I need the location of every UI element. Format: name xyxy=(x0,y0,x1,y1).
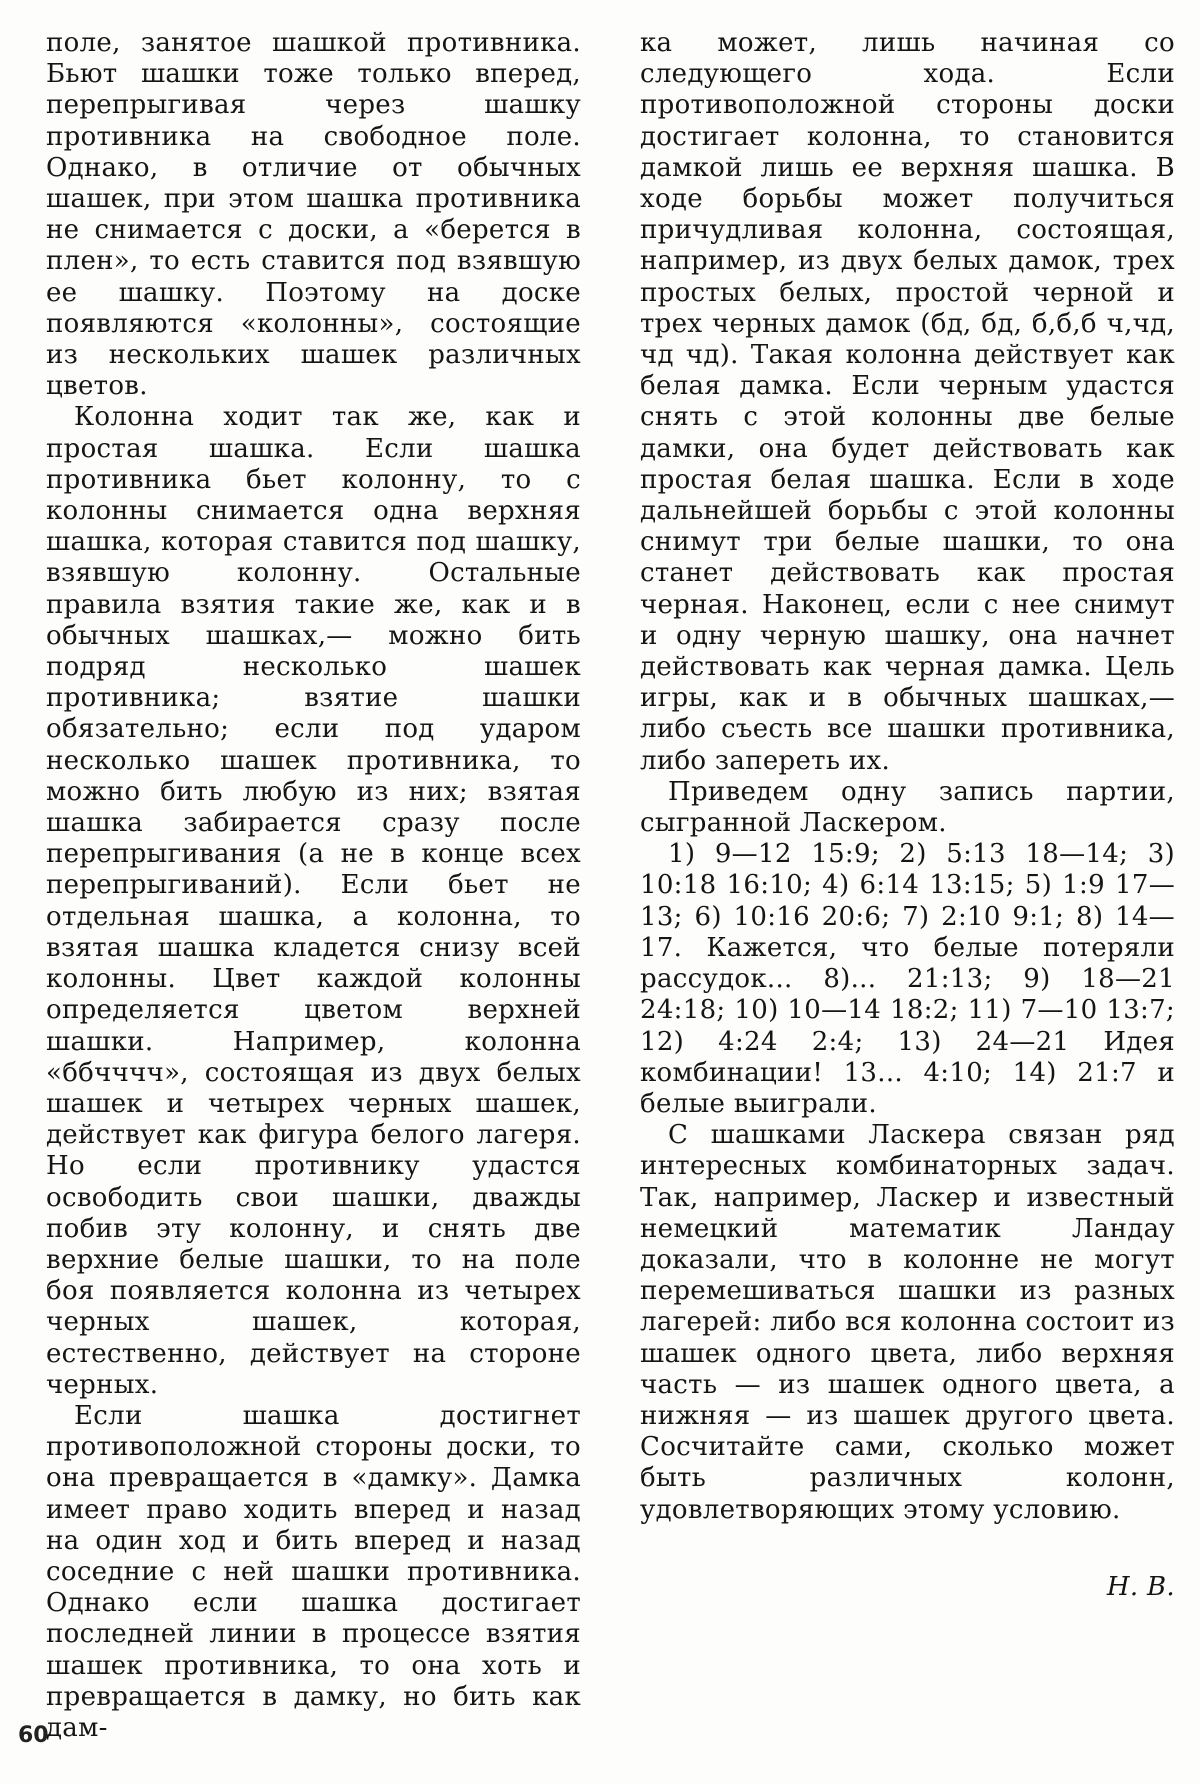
paragraph: Приведем одну запись партии, сыгранной Ласкером. xyxy=(640,776,1175,839)
game-record: 1) 9—12 15:9; 2) 5:13 18—14; 3) 10:18 16:10; 4) 6:14 13:15; 5) 1:9 17—13; 6) 10:16 20:6; 7) 2:10 9:1; 8) 14—17. Кажется, что белые потеряли рассудок... 8)... 21:13; 9) 18—21 24:18; 10) 10—14 18:2; 11) 7—10 13:7; 12) 4:24 2:4; 13) 24—21 Идея комбинации! 13... 4:10; 14) 21:7 и белые выиграли. xyxy=(640,839,1175,1119)
paragraph: поле, занятое шашкой противника. Бьют шашки тоже только вперед, перепрыгивая через шашку противника на свободное поле. Однако, в отличие от обычных шашек, при этом шашка противника не снимается с доски, а «берется в плен», то есть ставится под взявшую ее шашку. Поэтому на доске появляются «колонны», состоящие из нескольких шашек различных цветов. xyxy=(46,28,581,402)
author-signature: Н. В. xyxy=(1106,1571,1175,1602)
left-text-column xyxy=(46,28,581,1744)
right-text-column xyxy=(640,28,1175,1603)
paragraph: Если шашка достигнет противоположной стороны доски, то она превращается в «дамку». Дамка имеет право ходить вперед и назад на один ход и бить вперед и назад соседние с ней шашки противника. Однако если шашка достигает последней линии в процессе взятия шашек противника, то она хоть и превращается в дамку, но бить как дам- xyxy=(46,1400,581,1743)
page-number: 60 xyxy=(18,1723,49,1748)
paragraph: Колонна ходит так же, как и простая шашка. Если шашка противника бьет колонну, то с колонны снимается одна верхняя шашка, которая ставится под шашку, взявшую колонну. Остальные правила взятия такие же, как и в обычных шашках,— можно бить подряд несколько шашек противника; взятие шашки обязательно; если под ударом несколько шашек противника, то можно бить любую из них; взятая шашка забирается сразу после перепрыгивания (а не в конце всех перепрыгиваний). Если бьет не отдельная шашка, а колонна, то взятая шашка кладется снизу всей колонны. Цвет каждой колонны определяется цветом верхней шашки. Например, колонна «ббчччч», состоящая из двух белых шашек и четырех черных шашек, действует как фигура белого лагеря. Но если противнику удастся освободить свои шашки, дважды побив эту колонну, и снять две верхние белые шашки, то на поле боя появляется колонна из четырех черных шашек, которая, естественно, действует на стороне черных. xyxy=(46,402,581,1400)
paragraph: ка может, лишь начиная со следующего хода. Если противоположной стороны доски достигает колонна, то становится дамкой лишь ее верхняя шашка. В ходе борьбы может получиться причудливая колонна, состоящая, например, из двух белых дамок, трех простых белых, простой черной и трех черных дамок (бд, бд, б,б,б ч,чд, чд чд). Такая колонна действует как белая дамка. Если черным удастся снять с этой колонны две белые дамки, она будет действовать как простая белая шашка. Если в ходе дальнейшей борьбы с этой колонны снимут три белые шашки, то она станет действовать как простая черная. Наконец, если с нее снимут и одну черную шашку, она начнет действовать как черная дамка. Цель игры, как и в обычных шашках,— либо съесть все шашки противника, либо запереть их. xyxy=(640,28,1175,776)
paragraph: С шашками Ласкера связан ряд интересных комбинаторных задач. Так, например, Ласкер и известный немецкий математик Ландау доказали, что в колонне не могут перемешиваться шашки из разных лагерей: либо вся колонна состоит из шашек одного цвета, либо верхняя часть — из шашек одного цвета, а нижняя — из шашек другого цвета. Сосчитайте сами, сколько может быть различных колонн, удовлетворяющих этому условию. xyxy=(640,1120,1175,1525)
